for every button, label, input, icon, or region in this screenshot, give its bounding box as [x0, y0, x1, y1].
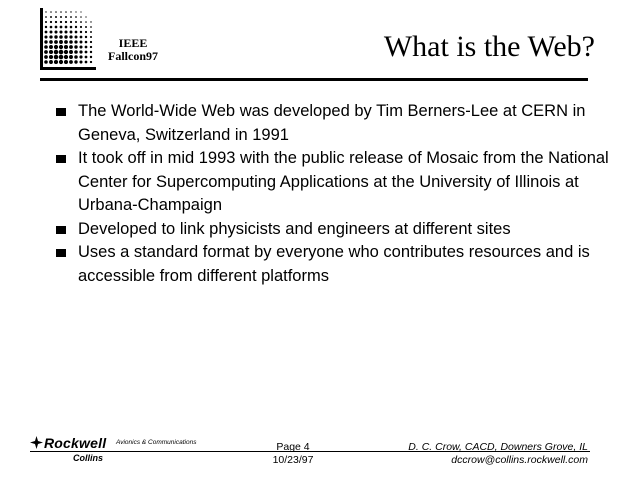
logo-dot [80, 21, 82, 23]
logo-dot [80, 41, 83, 44]
logo-dot [85, 16, 86, 17]
bullet-item [55, 147, 615, 218]
bullet-text: The World-Wide Web was developed by Tim Berners-Lee at CERN in Geneva, Switzerland in 1991 [78, 102, 586, 144]
rockwell-star-icon [30, 436, 43, 449]
bullet-item [55, 218, 615, 242]
logo-dot [54, 45, 58, 49]
logo-dot [59, 35, 63, 39]
logo-dot [85, 51, 88, 54]
logo-dot [60, 11, 62, 13]
logo-dot [65, 11, 67, 13]
logo-dot [79, 55, 82, 58]
logo-dot [69, 55, 73, 59]
logo-dot [79, 60, 82, 63]
bullet-text: Developed to link physicists and engineers at different sites [78, 219, 511, 238]
logo-dot [60, 26, 63, 29]
logo-dot [85, 21, 87, 23]
bullet-item [55, 100, 615, 147]
logo-dot [60, 16, 62, 18]
conference-label [98, 37, 168, 63]
logo-dot [75, 16, 77, 18]
brand-subname: Collins [73, 453, 104, 463]
logo-dot [75, 36, 78, 39]
logo-dot [59, 45, 63, 49]
logo-dot [64, 35, 67, 38]
logo-dot [59, 55, 64, 60]
logo-dot [70, 11, 71, 12]
bullet-list [55, 100, 615, 288]
logo-dot [75, 21, 77, 23]
logo-dot [64, 55, 68, 59]
logo-dot [64, 45, 68, 49]
square-bullet-icon [56, 249, 66, 257]
logo-dot [55, 26, 58, 29]
logo-dot [85, 41, 88, 44]
logo-dot [85, 46, 88, 49]
logo-dot [74, 55, 78, 59]
logo-dot [85, 56, 88, 59]
logo-dot [90, 46, 92, 48]
page-info [258, 441, 328, 467]
logo-dot [49, 45, 53, 49]
bullet-text: Uses a standard format by everyone who contributes resources and is accessible from different platforms [78, 243, 590, 285]
logo-dot [54, 50, 58, 54]
logo-dot [79, 50, 82, 53]
logo-dot [45, 21, 47, 23]
logo-dot [44, 35, 47, 38]
logo-dot [75, 31, 78, 34]
logo-dot [85, 26, 87, 28]
logo-dot [65, 21, 67, 23]
logo-dot [44, 50, 48, 54]
logo-dot [60, 21, 62, 23]
logo-dot [64, 40, 68, 44]
logo-dot [90, 31, 92, 33]
conference-name: IEEE [118, 36, 148, 50]
author-name: D. C. Crow, CACD, Downers Grove, IL [408, 441, 588, 453]
logo-dot [90, 61, 92, 63]
logo-dot [49, 35, 52, 38]
logo-dot [44, 40, 47, 43]
logo-dot [50, 16, 52, 18]
logo-dot [49, 55, 53, 59]
logo-dot [64, 60, 68, 64]
logo-dot [45, 26, 47, 28]
logo-dot [80, 36, 83, 39]
logo-dot [69, 45, 73, 49]
logo-dot [74, 50, 78, 54]
brand-name: Rockwell [44, 435, 107, 451]
logo-dot [70, 31, 73, 34]
logo-dot [80, 11, 81, 12]
logo-dot [49, 60, 53, 64]
slide-title: What is the Web? [383, 30, 595, 63]
logo-dot [69, 35, 72, 38]
logo-dot [85, 31, 87, 33]
logo-dot [79, 45, 82, 48]
logo-dot [90, 36, 92, 38]
logo-dot [44, 55, 48, 59]
logo-dot [69, 50, 73, 54]
logo-dot [90, 21, 91, 22]
logo-dot [59, 60, 63, 64]
logo-dot [69, 40, 73, 44]
logo-dot [80, 31, 82, 33]
logo-dot [59, 30, 62, 33]
logo-dot [90, 56, 92, 58]
logo-dot [54, 40, 58, 44]
logo-dot [70, 26, 73, 29]
logo-dot [64, 50, 68, 54]
author-info [408, 441, 588, 467]
logo-dot [55, 21, 57, 23]
logo-dot [69, 60, 73, 64]
logo-dot [45, 11, 46, 12]
logo-dot [59, 50, 64, 55]
logo-dot [80, 26, 82, 28]
logo-dot [45, 31, 48, 34]
square-bullet-icon [56, 108, 66, 116]
logo-dot [49, 50, 53, 54]
logo-dot [55, 16, 57, 18]
logo-dot [74, 60, 77, 63]
logo-dot [50, 21, 52, 23]
logo-dot [65, 26, 68, 29]
logo-dot [59, 40, 63, 44]
dotted-globe-logo [40, 8, 96, 70]
logo-dot [45, 16, 47, 18]
square-bullet-icon [56, 155, 66, 163]
logo-dot [80, 16, 82, 18]
conference-event: Fallcon97 [108, 49, 158, 63]
logo-dot [50, 26, 53, 29]
logo-dot [54, 55, 58, 59]
logo-dot [44, 60, 48, 64]
logo-dot [75, 26, 77, 28]
title-divider [40, 78, 588, 81]
logo-dot [49, 40, 53, 44]
logo-dot [70, 16, 72, 18]
logo-dot [50, 11, 52, 13]
logo-dot [70, 21, 72, 23]
logo-dot [65, 16, 67, 18]
brand-division: Avionics & Communications [116, 439, 197, 446]
logo-dot [54, 30, 57, 33]
logo-dot [90, 41, 92, 43]
bullet-text: It took off in mid 1993 with the public release of Mosaic from the National Center for Supercomputing Applications at the University of Illinois at Urbana-Champaign [78, 149, 609, 214]
logo-dot [90, 51, 92, 53]
logo-dot [54, 60, 58, 64]
logo-dot [85, 36, 87, 38]
page-number: Page 4 [276, 441, 310, 453]
author-email: dccrow@collins.rockwell.com [451, 454, 588, 466]
logo-dot [90, 26, 92, 28]
bullet-item [55, 241, 615, 288]
logo-dot [54, 35, 57, 38]
logo-dot [50, 31, 53, 34]
logo-dot [74, 45, 77, 48]
slide-date: 10/23/97 [272, 454, 314, 466]
logo-dot [55, 11, 57, 13]
logo-dot [64, 30, 67, 33]
logo-dot [75, 11, 76, 12]
square-bullet-icon [56, 226, 66, 234]
logo-dot [85, 61, 88, 64]
logo-dot [44, 45, 48, 49]
logo-dot [74, 40, 77, 43]
